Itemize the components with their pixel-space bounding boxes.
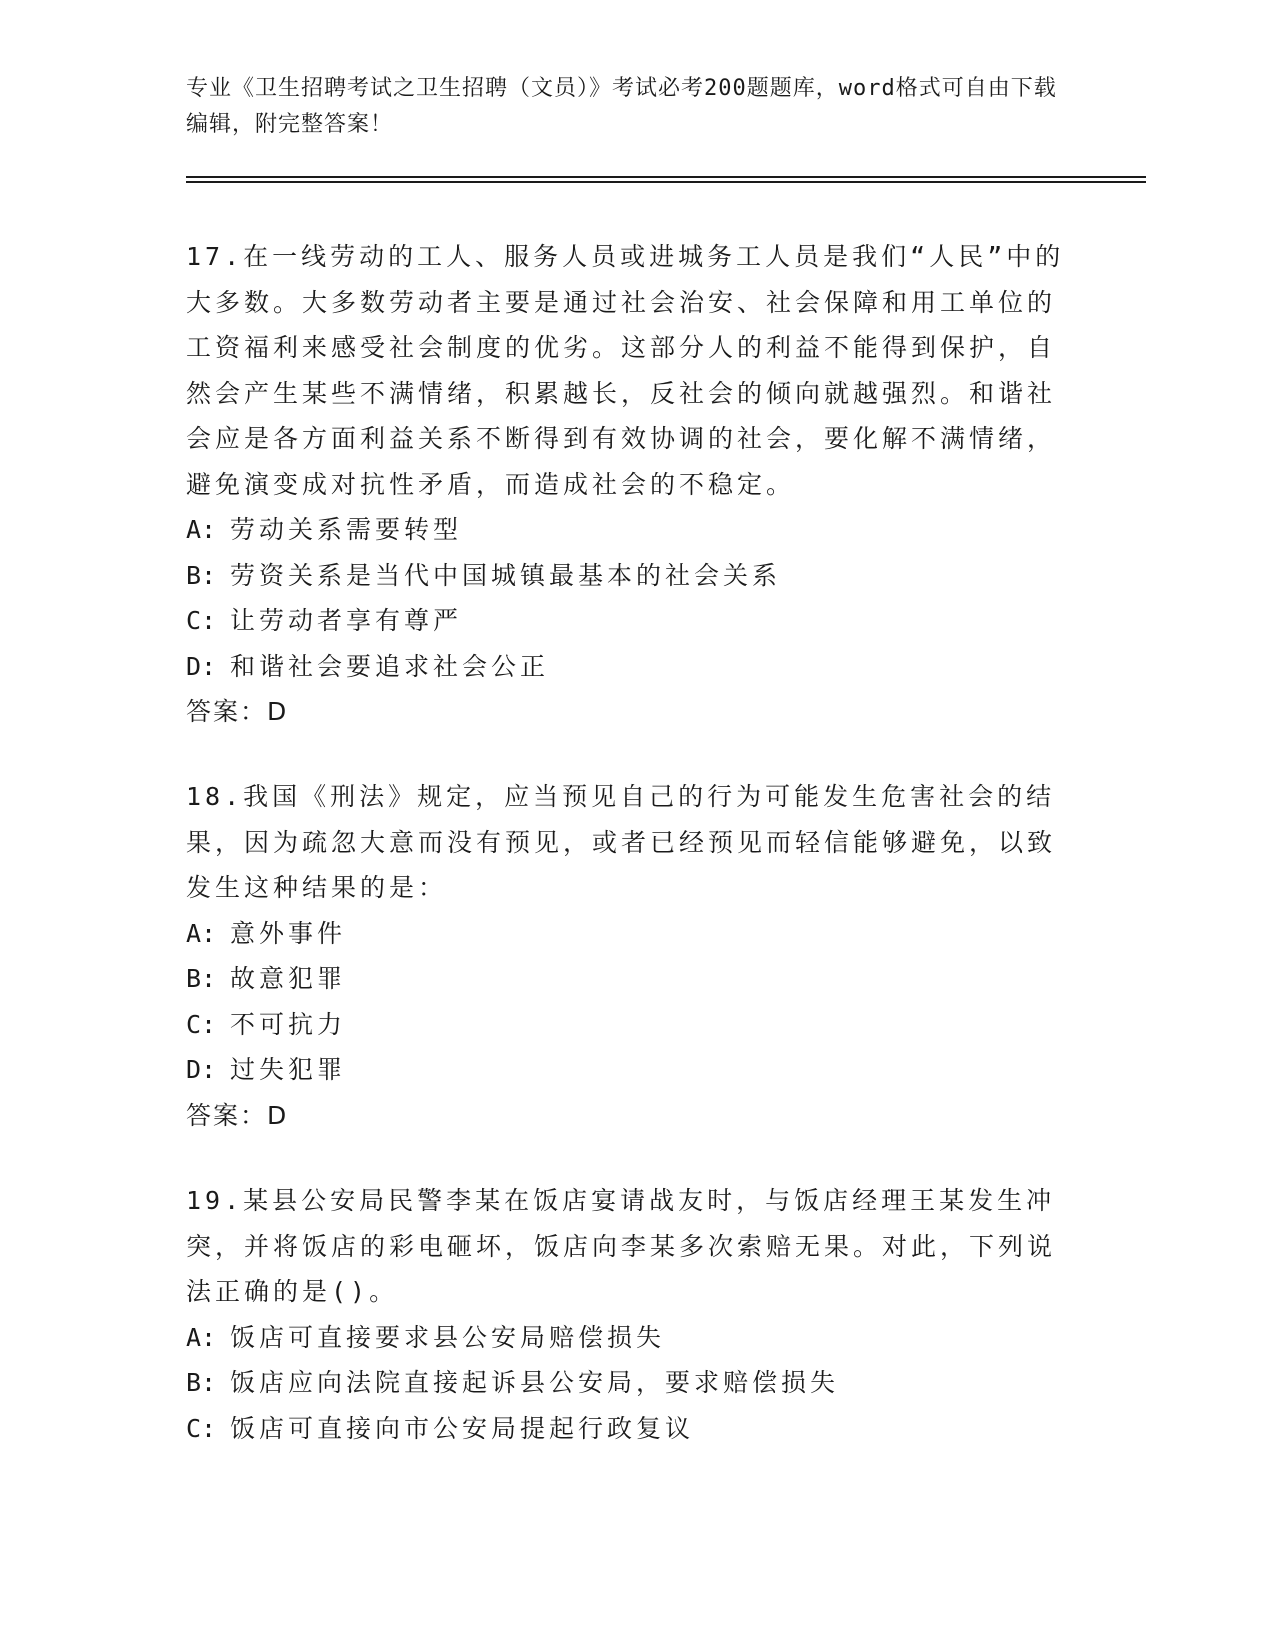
option-text: 过失犯罪 (230, 1055, 347, 1084)
option-text: 饭店可直接要求县公安局赔偿损失 (230, 1322, 666, 1352)
question-stem: 17.在一线劳动的工人、服务人员或进城务工人员是我们“人民”中的大多数。大多数劳动者主要是通过社会治安、社会保障和用工单位的工资福利来感受社会制度的优劣。这部分人的利益不能得到保护，自然会产生某些不满情绪，积累越长，反社会的倾向就越强烈。和谐社会应是各方面利益关系不断得到有效协调的社会，要化解不满情绪，避免演变成对抗性矛盾，而造成社会的不稳定。 (186, 242, 1065, 499)
option-key: B: (186, 1368, 217, 1397)
option-key: A: (186, 515, 217, 544)
option-a (186, 911, 1066, 957)
option-key: A: (186, 1322, 217, 1352)
option-d (186, 1047, 1066, 1093)
option-key: D: (186, 651, 217, 681)
header-divider-top (186, 176, 1146, 178)
option-text: 饭店应向法院直接起诉县公安局，要求赔偿损失 (230, 1368, 840, 1397)
question-18 (186, 774, 1066, 1138)
option-text: 不可抗力 (230, 1009, 347, 1039)
option-key: D: (186, 1055, 217, 1084)
option-key: C: (186, 1413, 217, 1443)
option-key: C: (186, 1009, 217, 1039)
document-header: 专业《卫生招聘考试之卫生招聘（文员）》考试必考200题题库，word格式可自由下载编辑，附完整答案！ (186, 76, 1057, 137)
option-text: 饭店可直接向市公安局提起行政复议 (230, 1413, 695, 1443)
option-text: 意外事件 (230, 918, 347, 948)
option-text: 和谐社会要追求社会公正 (230, 651, 550, 681)
option-b (186, 553, 1066, 599)
header-divider-bottom (186, 181, 1146, 183)
option-text: 劳资关系是当代中国城镇最基本的社会关系 (230, 560, 782, 590)
option-key: B: (186, 560, 217, 590)
option-c (186, 1002, 1066, 1048)
answer-line: 答案：D (186, 1100, 289, 1130)
option-key: A: (186, 918, 217, 948)
option-text: 让劳动者享有尊严 (230, 606, 463, 635)
option-key: B: (186, 964, 217, 993)
option-key: C: (186, 606, 217, 635)
question-17 (186, 234, 1066, 735)
option-c (186, 1406, 1066, 1452)
option-d (186, 644, 1066, 690)
option-text: 故意犯罪 (230, 964, 347, 993)
question-19 (186, 1178, 1066, 1451)
question-stem: 18.我国《刑法》规定，应当预见自己的行为可能发生危害社会的结果，因为疏忽大意而没有预见，或者已经预见而轻信能够避免，以致发生这种结果的是： (186, 782, 1057, 902)
option-b (186, 956, 1066, 1002)
option-b (186, 1360, 1066, 1406)
option-a (186, 1315, 1066, 1361)
answer-line: 答案：D (186, 697, 289, 726)
option-c (186, 598, 1066, 644)
option-a (186, 507, 1066, 553)
option-text: 劳动关系需要转型 (230, 515, 463, 544)
question-stem: 19.某县公安局民警李某在饭店宴请战友时，与饭店经理王某发生冲突，并将饭店的彩电砸坏，饭店向李某多次索赔无果。对此，下列说法正确的是()。 (186, 1186, 1057, 1306)
